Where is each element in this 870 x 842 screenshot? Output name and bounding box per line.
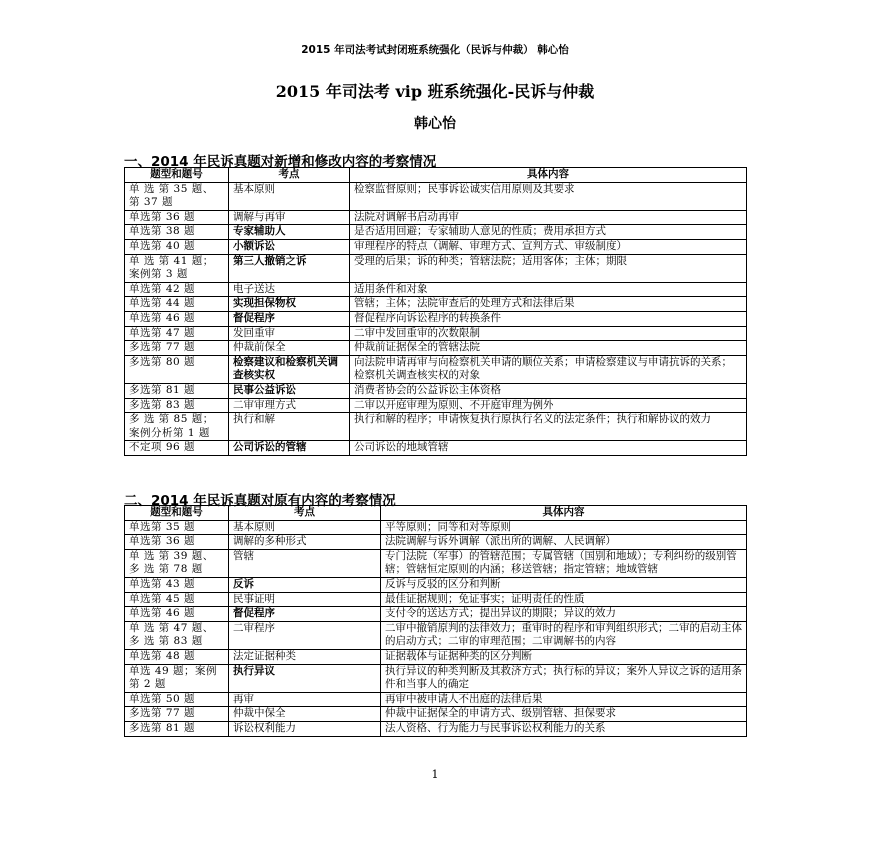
question-cell: 多 选 第 85 题；案例分析第 1 题	[125, 413, 229, 441]
question-cell: 单选第 40 题	[125, 239, 229, 254]
column-header-question: 题型和题号	[125, 506, 229, 521]
column-header-question: 题型和题号	[125, 168, 229, 183]
content-cell: 平等原则；同等和对等原则	[381, 520, 747, 535]
topic-cell: 调解的多种形式	[229, 535, 381, 550]
question-cell: 多选第 81 题	[125, 383, 229, 398]
question-cell: 单选第 46 题	[125, 311, 229, 326]
column-header-point: 考点	[229, 506, 381, 521]
table-row	[125, 413, 747, 441]
topic-cell: 督促程序	[229, 607, 381, 622]
topic-cell: 执行和解	[229, 413, 350, 441]
topic-cell: 仲裁中保全	[229, 707, 381, 722]
question-cell: 单选第 48 题	[125, 649, 229, 664]
topic-cell: 执行异议	[229, 664, 381, 692]
content-cell: 受理的后果；诉的种类；管辖法院；适用客体；主体；期限	[350, 254, 747, 282]
topic-cell: 督促程序	[229, 311, 350, 326]
content-cell: 仲裁前证据保全的管辖法院	[350, 341, 747, 356]
question-cell: 多选第 80 题	[125, 355, 229, 383]
table-row	[125, 239, 747, 254]
topic-cell: 反诉	[229, 577, 381, 592]
content-cell: 法人资格、行为能力与民事诉讼权利能力的关系	[381, 721, 747, 736]
topic-cell: 仲裁前保全	[229, 341, 350, 356]
section-2-title: 二、2014 年民诉真题对原有内容的考察情况	[124, 493, 396, 509]
question-cell: 单选第 46 题	[125, 607, 229, 622]
page-number: 1	[431, 768, 439, 781]
table-row	[125, 355, 747, 383]
topic-cell: 第三人撤销之诉	[229, 254, 350, 282]
table-row	[125, 341, 747, 356]
question-cell: 单选第 50 题	[125, 692, 229, 707]
table-row	[125, 210, 747, 225]
table-row	[125, 282, 747, 297]
topic-cell: 调解与再审	[229, 210, 350, 225]
table-row	[125, 520, 747, 535]
content-cell: 适用条件和对象	[350, 282, 747, 297]
section-1-table	[124, 167, 747, 456]
topic-cell: 二审程序	[229, 621, 381, 649]
topic-cell: 再审	[229, 692, 381, 707]
topic-cell: 民事公益诉讼	[229, 383, 350, 398]
question-cell: 单选第 45 题	[125, 592, 229, 607]
content-cell: 证据载体与证据种类的区分判断	[381, 649, 747, 664]
table-row	[125, 326, 747, 341]
table-row	[125, 577, 747, 592]
question-cell: 单选第 36 题	[125, 535, 229, 550]
column-header-point: 考点	[229, 168, 350, 183]
document-title: 2015 年司法考 vip 班系统强化-民诉与仲裁	[275, 82, 595, 101]
table-row	[125, 664, 747, 692]
topic-cell: 二审审理方式	[229, 398, 350, 413]
topic-cell: 小额诉讼	[229, 239, 350, 254]
topic-cell: 诉讼权利能力	[229, 721, 381, 736]
table-row	[125, 398, 747, 413]
question-cell: 单选第 36 题	[125, 210, 229, 225]
question-cell: 单选第 38 题	[125, 225, 229, 240]
section-1-title: 一、2014 年民诉真题对新增和修改内容的考察情况	[124, 154, 437, 170]
content-cell: 执行和解的程序；申请恢复执行原执行名义的法定条件；执行和解协议的效力	[350, 413, 747, 441]
topic-cell: 实现担保物权	[229, 297, 350, 312]
table-row	[125, 225, 747, 240]
question-cell: 单选第 43 题	[125, 577, 229, 592]
table-row	[125, 182, 747, 210]
content-cell: 二审中发回重审的次数限制	[350, 326, 747, 341]
question-cell: 多选第 77 题	[125, 707, 229, 722]
content-cell: 督促程序向诉讼程序的转换条件	[350, 311, 747, 326]
question-cell: 单选第 44 题	[125, 297, 229, 312]
table-row	[125, 441, 747, 456]
table-row	[125, 383, 747, 398]
table-row	[125, 297, 747, 312]
topic-cell: 公司诉讼的管辖	[229, 441, 350, 456]
topic-cell: 基本原则	[229, 520, 381, 535]
topic-cell: 民事证明	[229, 592, 381, 607]
content-cell: 反诉与反驳的区分和判断	[381, 577, 747, 592]
question-cell: 多选第 83 题	[125, 398, 229, 413]
running-header: 2015 年司法考试封闭班系统强化（民诉与仲裁） 韩心怡	[301, 44, 569, 56]
table-row	[125, 621, 747, 649]
author-name: 韩心怡	[414, 116, 456, 132]
content-cell: 二审中撤销原判的法律效力；重审时的程序和审判组织形式；二审的启动主体的启动方式；二审的审理范围；二审调解书的内容	[381, 621, 747, 649]
table-row	[125, 607, 747, 622]
table-row	[125, 311, 747, 326]
topic-cell: 基本原则	[229, 182, 350, 210]
content-cell: 是否适用回避；专家辅助人意见的性质；费用承担方式	[350, 225, 747, 240]
content-cell: 仲裁中证据保全的申请方式、级别管辖、担保要求	[381, 707, 747, 722]
question-cell: 单 选 第 47 题、多 选 第 83 题	[125, 621, 229, 649]
content-cell: 支付令的送达方式；提出异议的期限；异议的效力	[381, 607, 747, 622]
table-row	[125, 592, 747, 607]
content-cell: 法院调解与诉外调解（派出所的调解、人民调解）	[381, 535, 747, 550]
content-cell: 管辖；主体；法院审查后的处理方式和法律后果	[350, 297, 747, 312]
topic-cell: 电子送达	[229, 282, 350, 297]
question-cell: 单选第 47 题	[125, 326, 229, 341]
question-cell: 单 选 第 39 题、多 选 第 78 题	[125, 549, 229, 577]
table-row	[125, 649, 747, 664]
question-cell: 单 选 第 35 题、第 37 题	[125, 182, 229, 210]
section-2-table	[124, 505, 747, 737]
table-row	[125, 254, 747, 282]
topic-cell: 法定证据种类	[229, 649, 381, 664]
content-cell: 消费者协会的公益诉讼主体资格	[350, 383, 747, 398]
content-cell: 检察监督原则；民事诉讼诚实信用原则及其要求	[350, 182, 747, 210]
topic-cell: 发回重审	[229, 326, 350, 341]
table-row	[125, 721, 747, 736]
table-row	[125, 535, 747, 550]
table-row	[125, 692, 747, 707]
topic-cell: 专家辅助人	[229, 225, 350, 240]
column-header-content: 具体内容	[381, 506, 747, 521]
question-cell: 单选第 35 题	[125, 520, 229, 535]
content-cell: 公司诉讼的地域管辖	[350, 441, 747, 456]
question-cell: 不定项 96 题	[125, 441, 229, 456]
table-row	[125, 707, 747, 722]
question-cell: 单选第 42 题	[125, 282, 229, 297]
column-header-content: 具体内容	[350, 168, 747, 183]
content-cell: 再审中被申请人不出庭的法律后果	[381, 692, 747, 707]
content-cell: 审理程序的特点（调解、审理方式、宣判方式、审级制度）	[350, 239, 747, 254]
content-cell: 专门法院（军事）的管辖范围；专属管辖（国别和地域）；专利纠纷的级别管辖；管辖恒定原则的内涵；移送管辖；指定管辖；地域管辖	[381, 549, 747, 577]
content-cell: 向法院申请再审与向检察机关申请的顺位关系；申请检察建议与申请抗诉的关系；检察机关调查核实权的对象	[350, 355, 747, 383]
topic-cell: 检察建议和检察机关调查核实权	[229, 355, 350, 383]
content-cell: 最佳证据规则；免证事实；证明责任的性质	[381, 592, 747, 607]
content-cell: 执行异议的种类判断及其救济方式；执行标的异议；案外人异议之诉的适用条件和当事人的确定	[381, 664, 747, 692]
content-cell: 法院对调解书启动再审	[350, 210, 747, 225]
table-row	[125, 549, 747, 577]
question-cell: 单 选 第 41 题；案例第 3 题	[125, 254, 229, 282]
topic-cell: 管辖	[229, 549, 381, 577]
question-cell: 多选第 81 题	[125, 721, 229, 736]
content-cell: 二审以开庭审理为原则、不开庭审理为例外	[350, 398, 747, 413]
question-cell: 单选 49 题；案例第 2 题	[125, 664, 229, 692]
question-cell: 多选第 77 题	[125, 341, 229, 356]
